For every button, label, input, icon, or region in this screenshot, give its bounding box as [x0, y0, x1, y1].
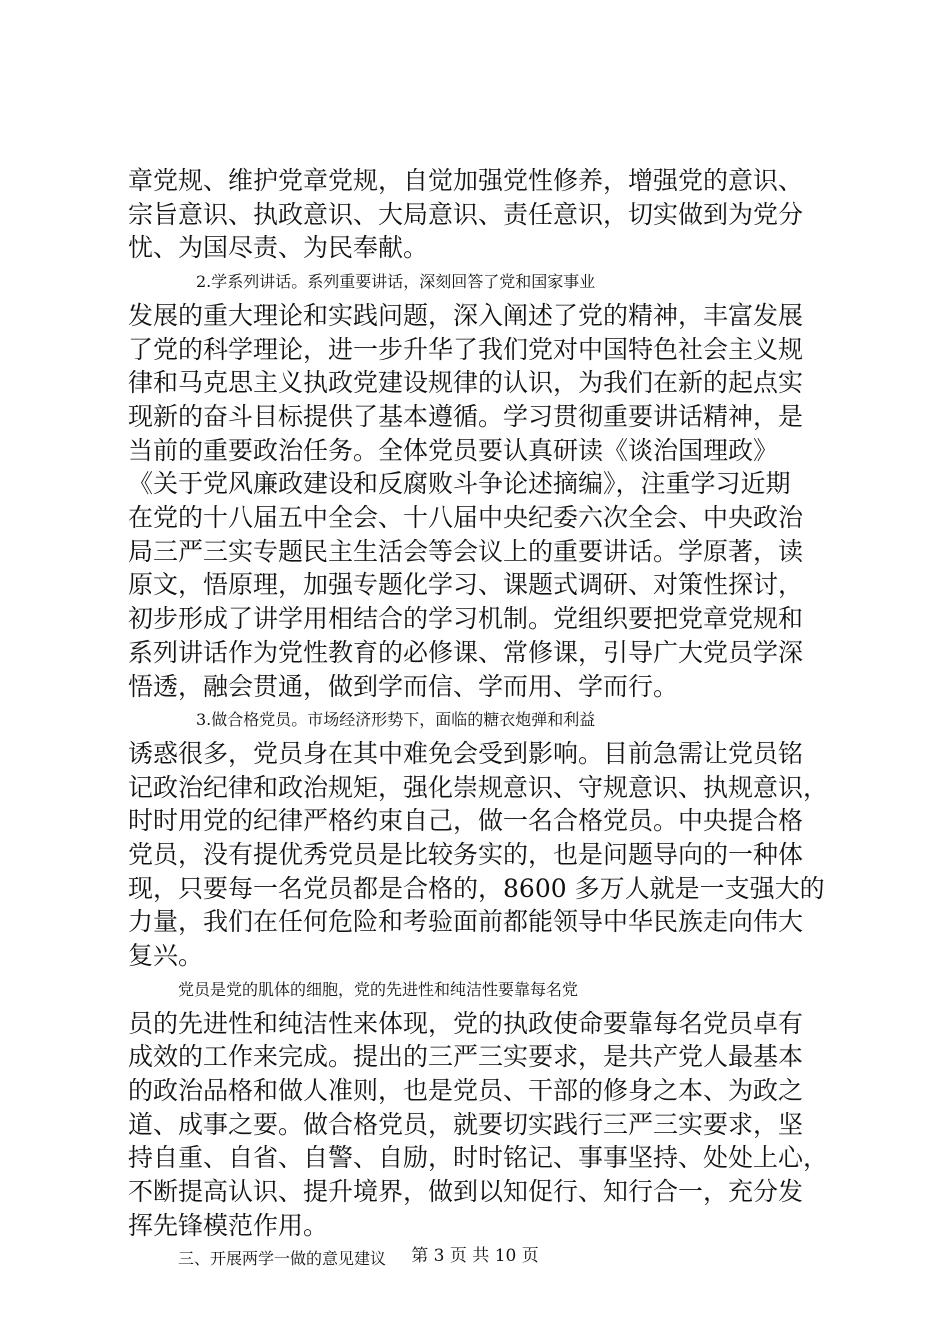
text-line: 现，只要每一名党员都是合格的，8600 多万人就是一支强大的: [128, 874, 825, 903]
text-line: 员的先进性和纯洁性来体现，党的执政使命要靠每名党员卓有: [128, 1009, 804, 1038]
text-line: 发展的重大理论和实践问题，深入阐述了党的精神，丰富发展: [128, 301, 804, 330]
text-line: 的政治品格和做人准则，也是党员、干部的修身之本、为政之: [128, 1076, 804, 1105]
text-line: 道、成事之要。做合格党员，就要切实践行三严三实要求，坚: [128, 1110, 804, 1139]
text-line: 宗旨意识、执政意识、大局意识、责任意识，切实做到为党分: [128, 200, 804, 229]
text-line: 成效的工作来完成。提出的三严三实要求，是共产党人最基本: [128, 1042, 804, 1071]
page-footer: 第 3 页 共 10 页: [411, 1246, 539, 1266]
text-line: 诱惑很多，党员身在其中难免会受到影响。目前急需让党员铭: [128, 739, 804, 768]
text-line: 不断提高认识、提升境界，做到以知促行、知行合一，充分发: [128, 1177, 804, 1206]
text-line: 挥先锋模范作用。: [128, 1211, 329, 1240]
text-line: 现新的奋斗目标提供了基本遵循。学习贯彻重要讲话精神，是: [128, 402, 804, 431]
text-line: 局三严三实专题民主生活会等会议上的重要讲话。学原著，读: [128, 537, 804, 566]
text-line: 初步形成了讲学用相结合的学习机制。党组织要把党章党规和: [128, 604, 804, 633]
text-line: 持自重、自省、自警、自励，时时铭记、事事坚持、处处上心，: [128, 1143, 829, 1172]
text-line: 当前的重要政治任务。全体党员要认真研读《谈治国理政》: [128, 436, 779, 465]
section-heading-3: 3.做合格党员。市场经济形势下，面临的糖衣炮弹和利益: [196, 710, 596, 729]
text-line: 律和马克思主义执政党建设规律的认识，为我们在新的起点实: [128, 368, 804, 397]
text-line: 忧、为国尽责、为民奉献。: [128, 233, 429, 262]
section-heading-three: 三、开展两学一做的意见建议: [178, 1249, 387, 1268]
text-line: 力量，我们在任何危险和考验面前都能领导中华民族走向伟大: [128, 907, 804, 936]
text-line: 系列讲话作为党性教育的必修课、常修课，引导广大党员学深: [128, 638, 804, 667]
text-line: 党员，没有提优秀党员是比较务实的，也是问题导向的一种体: [128, 840, 804, 869]
text-line: 《关于党风廉政建设和反腐败斗争论述摘编》，注重学习近期: [128, 469, 791, 498]
text-line: 原文，悟原理，加强专题化学习、课题式调研、对策性探讨，: [128, 570, 804, 599]
text-line: 记政治纪律和政治规矩，强化崇规意识、守规意识、执规意识，: [128, 773, 829, 802]
text-line: 了党的科学理论，进一步升华了我们党对中国特色社会主义规: [128, 335, 804, 364]
text-line: 悟透，融会贯通，做到学而信、学而用、学而行。: [128, 672, 679, 701]
text-line: 时时用党的纪律严格约束自己，做一名合格党员。中央提合格: [128, 806, 804, 835]
text-line: 章党规、维护党章党规，自觉加强党性修养，增强党的意识、: [128, 166, 804, 195]
text-line: 在党的十八届五中全会、十八届中央纪委六次全会、中央政治: [128, 503, 804, 532]
text-line: 复兴。: [128, 941, 204, 970]
paragraph-start: 党员是党的肌体的细胞，党的先进性和纯洁性要靠每名党: [178, 980, 579, 999]
section-heading-2: 2.学系列讲话。系列重要讲话，深刻回答了党和国家事业: [196, 272, 596, 291]
